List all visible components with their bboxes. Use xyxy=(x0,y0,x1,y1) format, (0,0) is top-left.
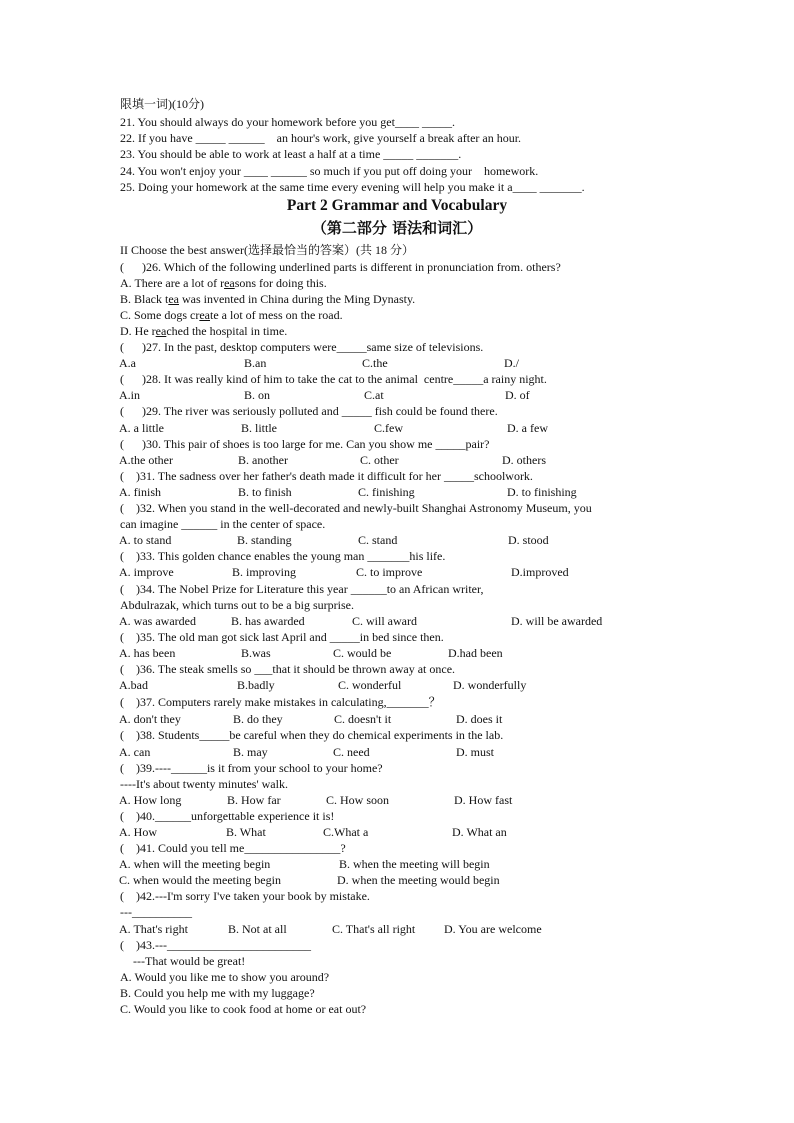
option-a: A. finish xyxy=(119,485,161,499)
option-a: A.in xyxy=(119,388,140,402)
question-41-options-row2 xyxy=(119,872,500,888)
option-a: A. don't they xyxy=(119,712,181,726)
question-39-stem: ( )39.----______is it from your school to your home? xyxy=(120,761,383,775)
question-36-stem: ( )36. The steak smells so ___that it should be thrown away at once. xyxy=(120,662,456,676)
option-a: A. That's right xyxy=(119,922,188,936)
question-27-options xyxy=(119,355,519,371)
question-41-stem: ( )41. Could you tell me________________? xyxy=(120,841,346,855)
option-c: C.What a xyxy=(323,825,369,839)
option-b: B. on xyxy=(244,388,271,402)
question-31-options xyxy=(119,484,577,500)
option-d: D. does it xyxy=(456,712,503,726)
option-b: B.an xyxy=(244,356,267,370)
option-d: D. wonderfully xyxy=(453,678,527,692)
question-27-stem: ( )27. In the past, desktop computers were_____same size of televisions. xyxy=(120,340,484,354)
question-35-stem: ( )35. The old man got sick last April and _____in bed since then. xyxy=(120,630,444,644)
question-42-options xyxy=(119,921,542,937)
option-b: B. What xyxy=(226,825,266,839)
question-33-options xyxy=(119,564,569,580)
question-32-stem: ( )32. When you stand in the well-decorated and newly-built Shanghai Astronomy Museum, you xyxy=(120,501,592,515)
question-21: 21. You should always do your homework before you get____ _____. xyxy=(120,115,455,129)
option-a: A. a little xyxy=(119,421,164,435)
option-a: A. has been xyxy=(119,646,176,660)
question-30-options xyxy=(119,452,546,468)
question-29-options xyxy=(119,420,548,436)
option-a: A. to stand xyxy=(119,533,172,547)
option-b: B. has awarded xyxy=(231,614,305,628)
option-b: B. Not at all xyxy=(228,922,287,936)
question-22: 22. If you have _____ ______ an hour's work, give yourself a break after an hour. xyxy=(120,131,522,145)
question-26-option-c: C. Some dogs create a lot of mess on the road. xyxy=(120,308,343,322)
option-a: A. improve xyxy=(119,565,174,579)
option-b: B. How far xyxy=(227,793,281,807)
question-32-options xyxy=(119,532,549,548)
question-26-option-d: D. He reached the hospital in time. xyxy=(120,324,288,338)
option-a: A. How xyxy=(119,825,157,839)
option-a: A.bad xyxy=(119,678,148,692)
question-36-options xyxy=(119,677,527,693)
option-c: C. need xyxy=(333,745,370,759)
question-32-stem-continued: can imagine ______ in the center of space. xyxy=(120,517,326,531)
option-c: C. That's all right xyxy=(332,922,416,936)
option-b: B. to finish xyxy=(238,485,292,499)
question-37-options xyxy=(119,711,503,727)
option-d: D. What an xyxy=(452,825,507,839)
option-c: C. doesn't it xyxy=(334,712,392,726)
question-25: 25. Doing your homework at the same time every evening will help you make it a____ _______. xyxy=(120,180,585,194)
option-c: C. stand xyxy=(358,533,398,547)
question-41-options-row1 xyxy=(119,856,490,872)
question-26-option-a: A. There are a lot of reasons for doing this. xyxy=(120,276,327,290)
question-31-stem: ( )31. The sadness over her father's death made it difficult for her _____schoolwork. xyxy=(120,469,533,483)
question-38-options xyxy=(119,744,495,760)
option-c: C. when would the meeting begin xyxy=(119,873,281,887)
option-c: C. other xyxy=(360,453,399,467)
option-b: B.badly xyxy=(237,678,275,692)
question-38-stem: ( )38. Students_____be careful when they do chemical experiments in the lab. xyxy=(120,728,504,742)
option-c: C.at xyxy=(364,388,384,402)
question-39-reply: ----It's about twenty minutes' walk. xyxy=(120,777,288,791)
option-a: A.a xyxy=(119,356,136,370)
option-d: D./ xyxy=(504,356,519,370)
part2-title: Part 2 Grammar and Vocabulary xyxy=(286,197,508,214)
question-35-options xyxy=(119,645,503,661)
option-b: B. little xyxy=(241,421,277,435)
option-c: C. How soon xyxy=(326,793,390,807)
question-34-stem: ( )34. The Nobel Prize for Literature this year ______to an African writer, xyxy=(120,582,484,596)
option-d: D. must xyxy=(456,745,495,759)
option-b: B. improving xyxy=(232,565,297,579)
option-c: C. to improve xyxy=(356,565,423,579)
section-heading: 限填一词)(10分) xyxy=(120,97,204,111)
question-28-stem: ( )28. It was really kind of him to take the cat to the animal centre_____a rainy night. xyxy=(120,372,547,386)
option-d: D. You are welcome xyxy=(444,922,542,936)
option-a: A. when will the meeting begin xyxy=(119,857,271,871)
option-c: C. wonderful xyxy=(338,678,402,692)
question-26-stem: ( )26. Which of the following underlined parts is different in pronunciation from. others? xyxy=(120,260,561,274)
option-a: A. How long xyxy=(119,793,182,807)
option-a: A.the other xyxy=(119,453,173,467)
option-d: D. to finishing xyxy=(507,485,577,499)
question-24: 24. You won't enjoy your ____ ______ so much if you put off doing your homework. xyxy=(120,164,539,178)
option-d: D. of xyxy=(505,388,530,402)
question-43-option-c: C. Would you like to cook food at home or eat out? xyxy=(120,1002,367,1016)
question-33-stem: ( )33. This golden chance enables the young man _______his life. xyxy=(120,549,446,563)
question-43-stem: ( )43.---________________________ xyxy=(120,938,311,952)
option-d: D. will be awarded xyxy=(511,614,603,628)
option-c: C. would be xyxy=(333,646,392,660)
option-c: C.few xyxy=(374,421,403,435)
question-30-stem: ( )30. This pair of shoes is too large for me. Can you show me _____pair? xyxy=(120,437,490,451)
part2-instruction: II Choose the best answer(选择最恰当的答案）(共 18 分） xyxy=(120,243,414,257)
question-34-stem-continued: Abdulrazak, which turns out to be a big surprise. xyxy=(120,598,354,612)
question-40-stem: ( )40.______unforgettable experience it is! xyxy=(120,809,335,823)
question-23: 23. You should be able to work at least a half at a time _____ _______. xyxy=(120,147,462,161)
option-b: B.was xyxy=(241,646,271,660)
option-d: D. a few xyxy=(507,421,548,435)
question-42-reply: ---__________ xyxy=(120,905,192,919)
question-34-options xyxy=(119,613,603,629)
option-a: A. can xyxy=(119,745,151,759)
option-d: D. when the meeting would begin xyxy=(337,873,500,887)
question-40-options xyxy=(119,824,507,840)
option-b: B. when the meeting will begin xyxy=(339,857,490,871)
option-b: B. standing xyxy=(237,533,292,547)
option-b: B. do they xyxy=(233,712,283,726)
option-d: D. stood xyxy=(508,533,549,547)
question-26-option-b: B. Black tea was invented in China during the Ming Dynasty. xyxy=(120,292,416,306)
question-43-option-b: B. Could you help me with my luggage? xyxy=(120,986,315,1000)
part2-subtitle: （第二部分 语法和词汇） xyxy=(311,219,483,237)
question-28-options xyxy=(119,387,530,403)
option-d: D.had been xyxy=(448,646,503,660)
option-c: C.the xyxy=(362,356,388,370)
option-d: D. How fast xyxy=(454,793,513,807)
option-a: A. was awarded xyxy=(119,614,196,628)
option-d: D.improved xyxy=(511,565,569,579)
option-c: C. finishing xyxy=(358,485,415,499)
question-42-stem: ( )42.---I'm sorry I've taken your book by mistake. xyxy=(120,889,370,903)
option-d: D. others xyxy=(502,453,546,467)
option-b: B. another xyxy=(238,453,288,467)
option-b: B. may xyxy=(233,745,268,759)
option-c: C. will award xyxy=(352,614,417,628)
question-43-reply: ---That would be great! xyxy=(133,954,246,968)
question-43-option-a: A. Would you like me to show you around? xyxy=(120,970,330,984)
question-37-stem: ( )37. Computers rarely make mistakes in calculating,_______？ xyxy=(120,695,441,709)
question-29-stem: ( )29. The river was seriously polluted and _____ fish could be found there. xyxy=(120,404,498,418)
question-39-options xyxy=(119,792,513,808)
